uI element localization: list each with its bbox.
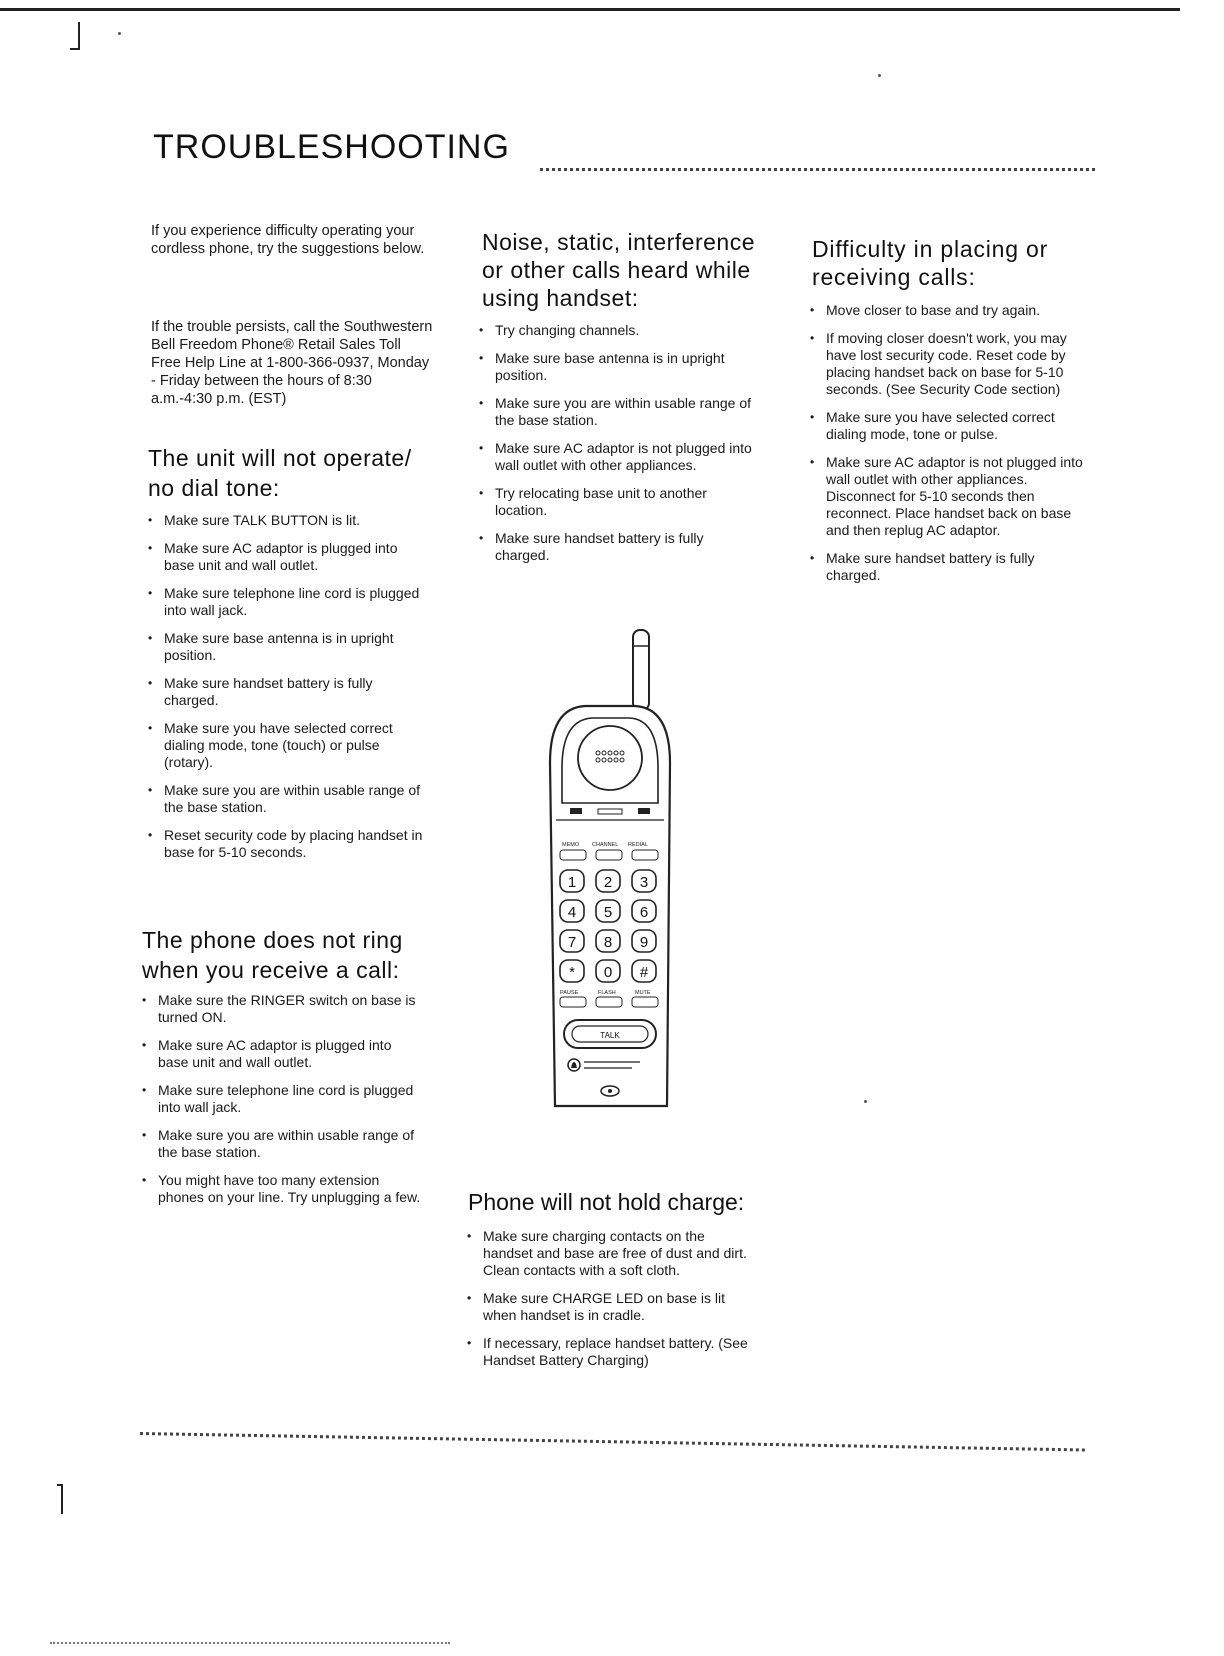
flash-key-label: FLASH: [598, 990, 616, 996]
list-item: • Make sure AC adaptor is not plugged into wall outlet with other appliances. Disconnect for 5-10 seconds then reconnect. Place handset back on base and then replug AC adaptor.: [810, 454, 1088, 539]
list-item: • Make sure you are within usable range of the base station.: [142, 1127, 424, 1161]
flash-button: [596, 997, 622, 1007]
list-item: • Make sure AC adaptor is plugged into base unit and wall outlet.: [142, 1037, 424, 1071]
crop-mark-top: [70, 22, 80, 50]
scan-speck: [878, 74, 881, 77]
memo-key-label: MEMO: [562, 842, 580, 848]
list-item: • Make sure you have selected correct dialing mode, tone (touch) or pulse (rotary).: [148, 720, 426, 771]
list-item: • Make sure telephone line cord is plugged into wall jack.: [148, 585, 426, 619]
title-dot-leader: [540, 168, 1095, 171]
list-item: • Move closer to base and try again.: [810, 302, 1088, 319]
scan-speck: [864, 1100, 867, 1103]
list-item: • If moving closer doesn't work, you may have lost security code. Reset code by placing handset back on base for 5-10 seconds. (See Security Code section): [810, 330, 1088, 398]
list-item: • If necessary, replace handset battery. (See Handset Battery Charging): [467, 1335, 749, 1369]
list-phone-not-ring: [142, 992, 424, 1217]
list-item: • Make sure AC adaptor is not plugged into wall outlet with other appliances.: [479, 440, 761, 474]
antenna: [633, 630, 649, 710]
help-line-paragraph: If the trouble persists, call the Southwestern Bell Freedom Phone® Retail Sales Toll Free Help Line at 1-800-366-0937, Monday - Friday between the hours of 8:30 a.m.-4:30 p.m. (EST): [151, 319, 433, 407]
list-item: • Make sure handset battery is fully charged.: [810, 550, 1088, 584]
list-item: • Make sure you have selected correct dialing mode, tone or pulse.: [810, 409, 1088, 443]
list-item: • Try changing channels.: [479, 322, 761, 339]
key-label: 0: [603, 964, 613, 981]
mute-key-label: MUTE: [635, 990, 651, 996]
list-item: • Make sure telephone line cord is plugged into wall jack.: [142, 1082, 424, 1116]
list-difficulty-calls: [810, 302, 1088, 595]
key-label: 4: [567, 904, 577, 921]
bottom-dot-leader: [140, 1432, 1085, 1450]
list-item: • Make sure you are within usable range of the base station.: [479, 395, 761, 429]
key-label: 7: [567, 934, 577, 951]
talk-label: TALK: [600, 1031, 620, 1040]
key-label: #: [639, 964, 649, 981]
list-item: • Make sure TALK BUTTON is lit.: [148, 512, 426, 529]
key-label: 6: [639, 904, 649, 921]
heading-difficulty-calls: Difficulty in placing or receiving calls:: [812, 236, 1049, 290]
list-noise-static: [479, 322, 761, 575]
handset-illustration: [540, 628, 680, 1113]
list-unit-not-operate: [148, 512, 426, 872]
heading-noise-static: Noise, static, interference or other calls heard while using handset:: [482, 229, 756, 311]
list-item: • Reset security code by placing handset in base for 5-10 seconds.: [148, 827, 426, 861]
key-label: 8: [603, 934, 613, 951]
list-item: • Make sure handset battery is fully charged.: [479, 530, 761, 564]
page-title: TROUBLESHOOTING: [153, 128, 510, 166]
memo-button: [560, 850, 586, 860]
key-label: 3: [639, 874, 649, 891]
pause-button: [560, 997, 586, 1007]
list-item: • Make sure AC adaptor is plugged into base unit and wall outlet.: [148, 540, 426, 574]
list-item: • Make sure base antenna is in upright position.: [479, 350, 761, 384]
list-item: • You might have too many extension phones on your line. Try unplugging a few.: [142, 1172, 424, 1206]
list-item: • Make sure handset battery is fully charged.: [148, 675, 426, 709]
list-item: • Make sure CHARGE LED on base is lit when handset is in cradle.: [467, 1290, 749, 1324]
pause-key-label: PAUSE: [560, 990, 579, 996]
top-rule: [0, 8, 1180, 11]
heading-phone-not-ring: The phone does not ring when you receive a call:: [142, 927, 403, 983]
scan-speck: [118, 32, 121, 35]
channel-button: [596, 850, 622, 860]
list-not-hold-charge: [467, 1228, 749, 1380]
list-item: • Make sure the RINGER switch on base is turned ON.: [142, 992, 424, 1026]
redial-key-label: REDIAL: [628, 842, 648, 848]
list-item: • Make sure base antenna is in upright position.: [148, 630, 426, 664]
redial-button: [632, 850, 658, 860]
scan-noise-strip: [50, 1642, 450, 1644]
key-label: 1: [567, 874, 577, 891]
list-item: • Make sure you are within usable range of the base station.: [148, 782, 426, 816]
key-label: 9: [639, 934, 649, 951]
heading-unit-not-operate: The unit will not operate/ no dial tone:: [148, 445, 412, 501]
mute-button: [632, 997, 658, 1007]
key-label: 5: [603, 904, 613, 921]
key-label: *: [569, 964, 575, 981]
key-label: 2: [603, 874, 613, 891]
list-item: • Make sure charging contacts on the handset and base are free of dust and dirt. Clean contacts with a soft cloth.: [467, 1228, 749, 1279]
channel-key-label: CHANNEL: [592, 842, 619, 848]
crop-mark-bottom: [57, 1484, 63, 1514]
heading-not-hold-charge: Phone will not hold charge:: [468, 1189, 745, 1215]
intro-paragraph: If you experience difficulty operating your cordless phone, try the suggestions below.: [151, 223, 425, 257]
list-item: • Try relocating base unit to another location.: [479, 485, 761, 519]
